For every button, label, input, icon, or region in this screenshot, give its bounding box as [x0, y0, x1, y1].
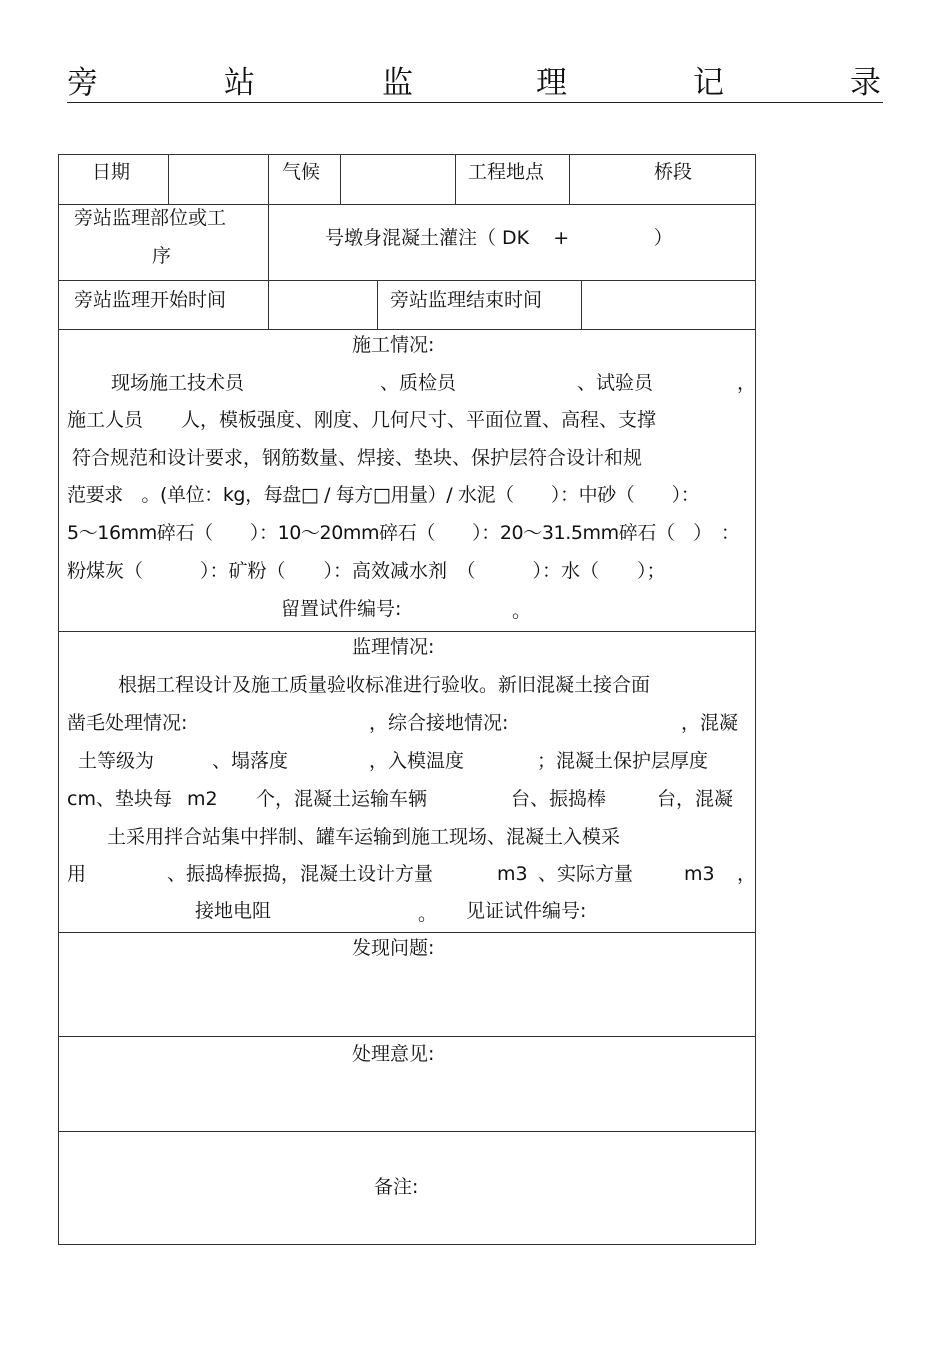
supervision-heading: 监理情况: — [352, 636, 435, 658]
record-table — [58, 154, 756, 1245]
ground-resistance-label: 接地电阻 — [195, 900, 272, 922]
supervision-line: ，混凝 — [681, 712, 739, 734]
construction-line: 范要求 。(单位：kg，每盘□ / 每方□用量）/ 水泥（ ）：中砂（ ）： — [67, 484, 700, 506]
start-time-label: 旁站监理开始时间 — [74, 289, 227, 311]
supervision-line: m3 — [497, 863, 528, 885]
supervision-line: cm、垫块每 — [67, 788, 172, 810]
col-divider — [268, 154, 269, 204]
title-char: 站 — [224, 65, 255, 101]
row-divider — [58, 1036, 756, 1037]
row-divider — [58, 1131, 756, 1132]
supervision-line: 土采用拌合站集中拌制、罐车运输到施工现场、混凝土入模采 — [107, 826, 621, 848]
row-divider — [58, 932, 756, 933]
supervision-line: m2 — [187, 788, 218, 810]
location-label: 工程地点 — [468, 161, 545, 183]
supervision-line: 凿毛处理情况: — [67, 712, 188, 734]
title-char: 录 — [850, 65, 881, 101]
supervision-line: 土等级为 — [78, 750, 155, 772]
col-divider — [268, 204, 269, 280]
construction-line: 符合规范和设计要求，钢筋数量、焊接、垫块、保护层符合设计和规 — [72, 447, 643, 469]
title-char: 理 — [536, 65, 567, 101]
supervision-line: 、振捣棒振捣，混凝土设计方量 — [167, 863, 434, 885]
title-char: 旁 — [67, 65, 98, 101]
title-char: 记 — [693, 65, 724, 101]
remarks-heading: 备注: — [374, 1176, 419, 1198]
supervision-line: 。 — [418, 903, 438, 925]
col-divider — [581, 280, 582, 329]
row-divider — [58, 280, 756, 281]
construction-line: 。 — [512, 600, 532, 622]
supervision-line: ，入模温度 — [369, 750, 465, 772]
col-divider — [168, 154, 169, 204]
witness-specimen-label: 见证试件编号: — [466, 900, 587, 922]
problems-heading: 发现问题: — [352, 937, 435, 959]
col-divider — [377, 280, 378, 329]
handling-heading: 处理意见: — [352, 1043, 435, 1065]
supervision-line: 根据工程设计及施工质量验收标准进行验收。新旧混凝土接合面 — [118, 674, 651, 696]
supervision-line: 、实际方量 — [538, 863, 634, 885]
row-divider — [58, 204, 756, 205]
part-value: 号墩身混凝土灌注（ DK + ） — [325, 227, 673, 249]
end-time-label: 旁站监理结束时间 — [390, 289, 543, 311]
row-divider — [58, 631, 756, 632]
construction-line: 粉煤灰（ ）：矿粉（ ）：高效减水剂 （ ）：水（ ）； — [67, 560, 666, 582]
col-divider — [569, 154, 570, 204]
supervision-line: 、塌落度 — [212, 750, 289, 772]
supervision-line: ；混凝土保护层厚度 — [537, 750, 709, 772]
construction-line: ， — [737, 372, 757, 394]
part-label-line1: 旁站监理部位或工 — [74, 207, 227, 229]
specimen-number-label: 留置试件编号: — [281, 598, 402, 620]
supervision-line: ， — [737, 863, 757, 885]
location-value: 桥段 — [654, 161, 693, 183]
construction-line: 施工人员 人，模板强度、刚度、几何尺寸、平面位置、高程、支撑 — [67, 409, 657, 431]
title-char: 监 — [382, 65, 413, 101]
supervision-line: ，综合接地情况: — [369, 712, 509, 734]
weather-label: 气候 — [282, 161, 321, 183]
col-divider — [455, 154, 456, 204]
supervision-line: m3 — [684, 863, 715, 885]
col-divider — [268, 280, 269, 329]
supervision-line: 台、振捣棒 — [511, 788, 607, 810]
col-divider — [340, 154, 341, 204]
supervision-line: 个，混凝土运输车辆 — [256, 788, 428, 810]
construction-heading: 施工情况: — [352, 334, 435, 356]
supervision-line: 台，混凝 — [657, 788, 734, 810]
construction-line: 5～16mm碎石（ ）：10～20mm碎石（ ）：20～31.5mm碎石（ ） ： — [67, 522, 740, 544]
part-label-line2: 序 — [152, 245, 172, 267]
construction-line: 、试验员 — [577, 372, 654, 394]
document-title — [67, 64, 883, 103]
construction-line: 、质检员 — [380, 372, 457, 394]
row-divider — [58, 329, 756, 330]
date-label: 日期 — [92, 161, 131, 183]
supervision-line: 用 — [67, 863, 87, 885]
construction-line: 现场施工技术员 — [111, 372, 245, 394]
